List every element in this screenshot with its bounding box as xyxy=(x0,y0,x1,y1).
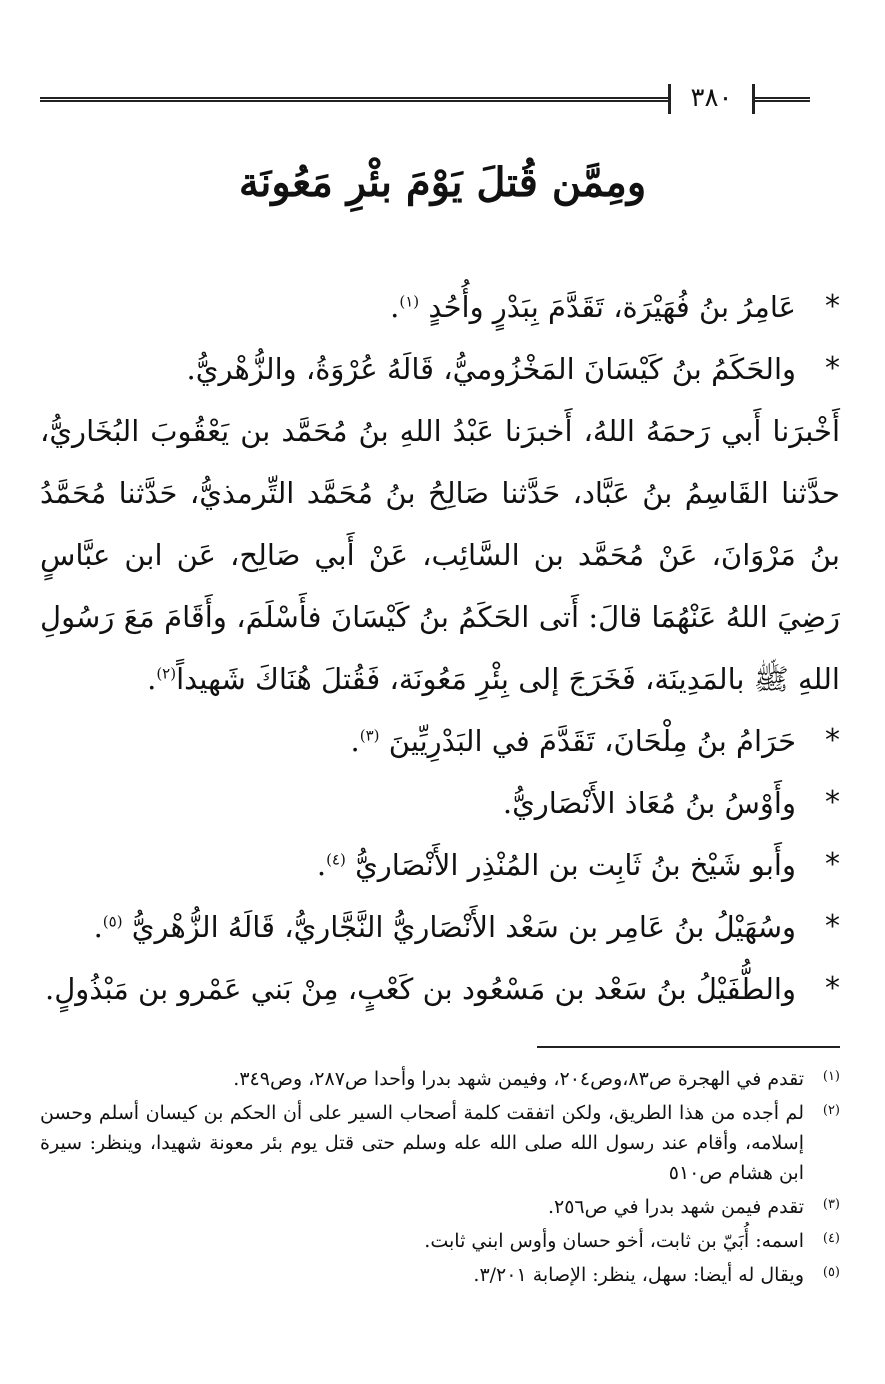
footnote-text: اسمه: أُبَيّ بن ثابت، أخو حسان وأوس ابني ثابت. xyxy=(424,1230,804,1252)
footnote-text: ويقال له أيضا: سهل، ينظر: الإصابة ٣/٢٠١. xyxy=(473,1264,804,1286)
page-number: ٣٨٠ xyxy=(690,83,733,113)
bullet-star: * xyxy=(825,289,840,324)
entry-text: وأَوْسُ بنُ مُعَاذ الأَنْصَاريُّ. xyxy=(502,786,796,820)
footnote-2 xyxy=(40,1098,840,1188)
bullet-star: * xyxy=(825,351,840,386)
footnote-ref-5[interactable]: (٥) xyxy=(102,912,123,931)
footnote-ref-2[interactable]: (٢) xyxy=(156,664,177,683)
entry-tail: . xyxy=(316,848,327,882)
footnote-number: (٢) xyxy=(822,1103,840,1118)
section-title: ومِمَّن قُتلَ يَوْمَ بئْرِ مَعُونَة xyxy=(238,159,647,206)
entry-amir xyxy=(40,276,840,338)
footnote-number: (٤) xyxy=(822,1231,840,1246)
entry-text: والطُّفَيْلُ بنُ سَعْد بن مَسْعُود بن كَعْبٍ، مِنْ بَني عَمْرو بن مَبْذُولٍ. xyxy=(45,972,796,1006)
footnote-3 xyxy=(40,1192,840,1222)
entry-tufayl xyxy=(40,958,840,1020)
main-text xyxy=(40,276,840,1020)
footnote-number: (٣) xyxy=(822,1197,840,1212)
entry-text: حَرَامُ بنُ مِلْحَانَ، تَقَدَّمَ في البَدْرِيِّينَ xyxy=(388,724,796,758)
footnote-text: لم أجده من هذا الطريق، ولكن اتفقت كلمة أصحاب السير على أن الحكم بن كيسان أسلم وحسن إسلامه، وأقام عند رسول الله صلى الله عله وسلم حتى قتل يوم بئر معونة شهيدا، وينظر: سيرة ابن هشام ص٥١٠ xyxy=(40,1102,804,1184)
bullet-star: * xyxy=(825,847,840,882)
footnote-text: تقدم في الهجرة ص٨٣،وص٢٠٤، وفيمن شهد بدرا وأحدا ص٢٨٧، وص٣٤٩. xyxy=(233,1068,804,1090)
entry-tail: . xyxy=(390,290,400,324)
bullet-star: * xyxy=(825,723,840,758)
header-rule-left xyxy=(40,97,668,102)
footnotes xyxy=(40,1064,840,1294)
entry-text: وأَبو شَيْخ بنُ ثَابِت بن المُنْذِر الأَنْصَاريُّ xyxy=(355,848,796,882)
entry-text: عَامِرُ بنُ فُهَيْرَة، تَقَدَّمَ بِبَدْرٍ وأُحُدٍ xyxy=(428,290,796,324)
footnote-text: تقدم فيمن شهد بدرا في ص٢٥٦. xyxy=(547,1196,804,1218)
footnote-separator xyxy=(537,1046,840,1048)
entry-hakam xyxy=(40,338,840,400)
isnad-paragraph xyxy=(40,400,840,710)
entry-suhayl xyxy=(40,896,840,958)
footnote-4 xyxy=(40,1226,840,1256)
header-rule-right xyxy=(755,97,810,102)
footnote-ref-3[interactable]: (٣) xyxy=(359,726,380,745)
entry-text: والحَكَمُ بنُ كَيْسَانَ المَخْزُوميُّ، قَالَهُ عُرْوَةُ، والزُّهْريُّ. xyxy=(186,352,796,386)
footnote-ref-1[interactable]: (١) xyxy=(399,292,420,311)
entry-abu-shaykh xyxy=(40,834,840,896)
entry-haram xyxy=(40,710,840,772)
bullet-star: * xyxy=(825,785,840,820)
entry-tail: . xyxy=(350,724,360,758)
paragraph-tail: . xyxy=(147,662,157,696)
footnote-5 xyxy=(40,1260,840,1290)
footnote-number: (٥) xyxy=(822,1265,840,1280)
entry-aws xyxy=(40,772,840,834)
footnote-1 xyxy=(40,1064,840,1094)
footnote-ref-4[interactable]: (٤) xyxy=(326,850,346,869)
page-header xyxy=(40,84,810,116)
paragraph-text: أَخْبرَنا أَبي رَحمَهُ اللهُ، أَخبرَنا عَبْدُ اللهِ بنُ مُحَمَّد بن يَعْقُوبَ البُخَاريُّ، حدَّثنا القَاسِمُ بنُ عَبَّاد، حَدَّثنا صَالِحُ بنُ مُحَمَّد التِّرمذيُّ، حَدَّثنا مُحَمَّدُ بنُ مَرْوَانَ، عَنْ مُحَمَّد بن السَّائِب، عَنْ أَبي صَالِح، عَن ابن عبَّاسٍ رَضِيَ اللهُ عَنْهُمَا قالَ: أَتى الحَكَمُ بنُ كَيْسَانَ فأَسْلَمَ، وأَقَامَ مَعَ رَسُولِ اللهِ ﷺ بالمَدِينَة، فَخَرَجَ إلى بِئْرِ مَعُونَة، فَقُتلَ هُنَاكَ شَهيداً xyxy=(40,414,840,696)
footnote-number: (١) xyxy=(822,1069,840,1084)
entry-tail: . xyxy=(93,910,103,944)
bullet-star: * xyxy=(825,971,840,1006)
entry-text: وسُهَيْلُ بنُ عَامِر بن سَعْد الأَنْصَاريُّ النَّجَّاريُّ، قَالَهُ الزُّهْريُّ xyxy=(131,910,796,944)
bullet-star: * xyxy=(825,909,840,944)
